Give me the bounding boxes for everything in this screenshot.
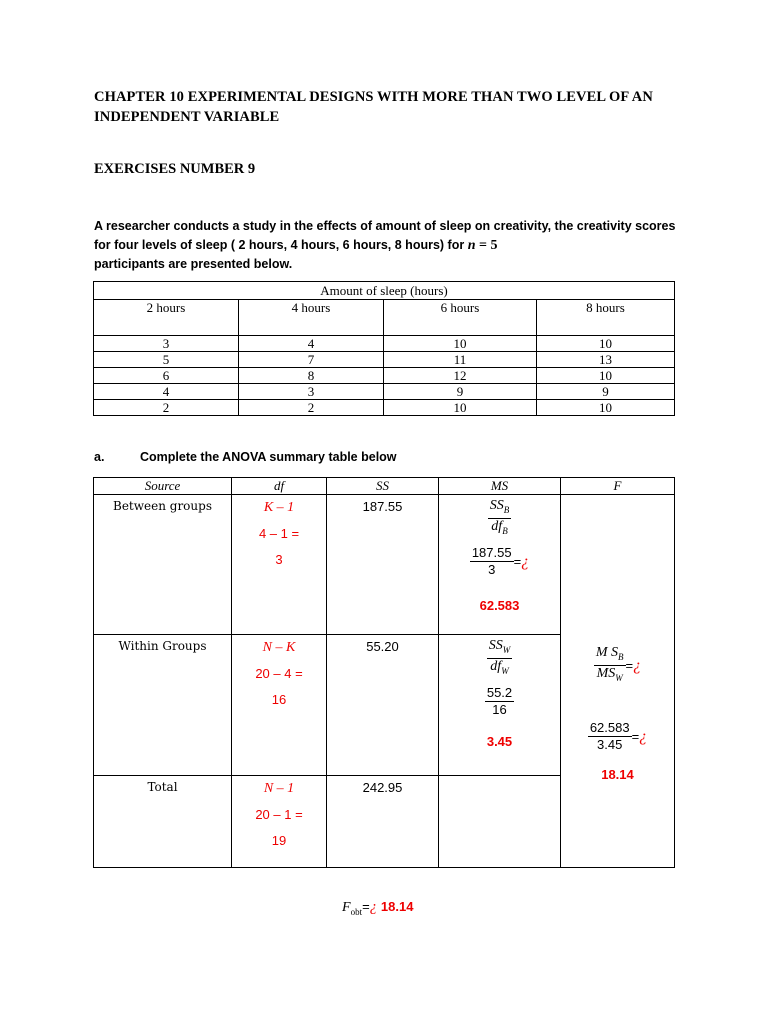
source-within: Within Groups (94, 635, 232, 776)
ms-num-sub: B (503, 504, 510, 515)
glyph-artifact: ¿ (521, 552, 530, 570)
table-cell: 4 (239, 336, 384, 352)
table-cell: 9 (537, 384, 675, 400)
table-cell: 2 (239, 400, 384, 416)
ss-total: 242.95 (327, 776, 439, 868)
ms-num-label: SS (489, 498, 504, 513)
header-df: df (232, 478, 327, 495)
sleep-data-table (93, 281, 675, 416)
glyph-artifact: ¿ (633, 656, 642, 674)
f-value: 18.14 (601, 766, 634, 782)
df-between-formula: K – 1 (263, 500, 295, 515)
intro-text: A researcher conducts a study in the effects of amount of sleep on creativity, the creativity scores for four levels of sleep ( 2 hours, 4 hours, 6 hours, 8 hours) for (94, 219, 676, 252)
ms-between-value: 62.583 (479, 597, 520, 613)
ms-between-cell (439, 495, 561, 635)
f-calc (561, 720, 674, 753)
df-total-formula: N – 1 (263, 781, 295, 796)
ms-num-label: SS (488, 638, 503, 653)
table-cell: 5 (94, 352, 239, 368)
ms-within-value: 3.45 (486, 733, 513, 749)
fobt-value: 18.14 (380, 899, 414, 914)
table-row (94, 336, 675, 352)
equals-sign: = (513, 553, 522, 569)
ms-within-calc (439, 685, 560, 718)
ms-calc-num: 55.2 (486, 684, 513, 700)
table-cell: 12 (384, 368, 537, 384)
table-cell: 10 (537, 400, 675, 416)
df-within-cell (232, 635, 327, 776)
ms-den-label: df (491, 518, 503, 534)
equals-sign: = (362, 899, 370, 914)
table-cell: 10 (537, 336, 675, 352)
f-num-sub: B (618, 651, 624, 662)
table-cell: 2 (94, 400, 239, 416)
table-row (94, 384, 675, 400)
chapter-heading: CHAPTER 10 EXPERIMENTAL DESIGNS WITH MORE THAN TWO LEVEL OF AN INDEPENDENT VARIABLE (94, 89, 653, 125)
df-between-cell (232, 495, 327, 635)
part-a-label: a. (94, 450, 105, 464)
anova-row-between (94, 495, 675, 635)
df-total-cell (232, 776, 327, 868)
table-cell: 7 (239, 352, 384, 368)
table-cell: 10 (384, 336, 537, 352)
column-header: 2 hours (94, 300, 239, 336)
f-calc-num: 62.583 (589, 719, 630, 735)
n-variable: n (467, 238, 476, 253)
glyph-artifact: ¿ (639, 727, 648, 745)
ms-within-formula (487, 638, 513, 679)
table-cell: 9 (384, 384, 537, 400)
table-cell: 6 (94, 368, 239, 384)
ms-den-label: df (490, 658, 502, 674)
header-ms: MS (439, 478, 561, 495)
ms-den-sub: B (502, 525, 508, 536)
table-row (94, 368, 675, 384)
header-source: Source (94, 478, 232, 495)
df-between-calc: 4 – 1 = (258, 526, 300, 541)
table-cell: 13 (537, 352, 675, 368)
table-cell: 8 (239, 368, 384, 384)
ss-within: 55.20 (327, 635, 439, 776)
ms-total-cell (439, 776, 561, 868)
intro-paragraph (94, 217, 694, 274)
intro-text-end: participants are presented below. (94, 257, 293, 271)
equals-sign: = (625, 657, 634, 673)
table-cell: 10 (384, 400, 537, 416)
f-num-label: M S (595, 645, 619, 660)
equals-sign: = (631, 728, 640, 744)
f-formula (594, 645, 626, 686)
ms-calc-den: 3 (488, 561, 496, 577)
glyph-artifact: ¿ (369, 899, 378, 915)
source-between: Between groups (94, 495, 232, 635)
f-cell (561, 495, 675, 868)
column-header: 4 hours (239, 300, 384, 336)
df-within-formula: N – K (262, 640, 296, 655)
column-header: 8 hours (537, 300, 675, 336)
df-total-value: 19 (271, 833, 287, 848)
table-row (94, 352, 675, 368)
f-obtained (342, 899, 413, 917)
table-cell: 3 (239, 384, 384, 400)
header-f: F (561, 478, 675, 495)
column-header: 6 hours (384, 300, 537, 336)
f-den-label: MS (596, 665, 616, 681)
exercise-heading: EXERCISES NUMBER 9 (94, 161, 256, 177)
ms-between-formula (488, 498, 512, 539)
header-ss: SS (327, 478, 439, 495)
anova-summary-table (93, 477, 675, 868)
table-cell: 10 (537, 368, 675, 384)
df-between-value: 3 (275, 552, 283, 567)
ms-den-sub: W (501, 665, 509, 676)
ms-calc-den: 16 (492, 701, 507, 717)
fobt-sub: obt (350, 907, 363, 917)
df-total-calc: 20 – 1 = (255, 807, 303, 822)
table-row (94, 400, 675, 416)
fobt-label: F (342, 900, 351, 915)
df-within-value: 16 (271, 692, 287, 707)
ms-num-sub: W (502, 644, 511, 655)
table-cell: 4 (94, 384, 239, 400)
table-title: Amount of sleep (hours) (94, 282, 675, 300)
df-within-calc: 20 – 4 = (255, 666, 303, 681)
f-den-sub: W (615, 672, 623, 683)
f-calc-den: 3.45 (597, 736, 623, 752)
part-a-instruction: Complete the ANOVA summary table below (140, 450, 397, 464)
ms-between-calc (439, 545, 560, 578)
table-cell: 11 (384, 352, 537, 368)
ms-within-cell (439, 635, 561, 776)
ms-calc-num: 187.55 (471, 544, 512, 560)
n-equals: = 5 (475, 238, 498, 253)
table-cell: 3 (94, 336, 239, 352)
source-total: Total (94, 776, 232, 868)
ss-between: 187.55 (327, 495, 439, 635)
